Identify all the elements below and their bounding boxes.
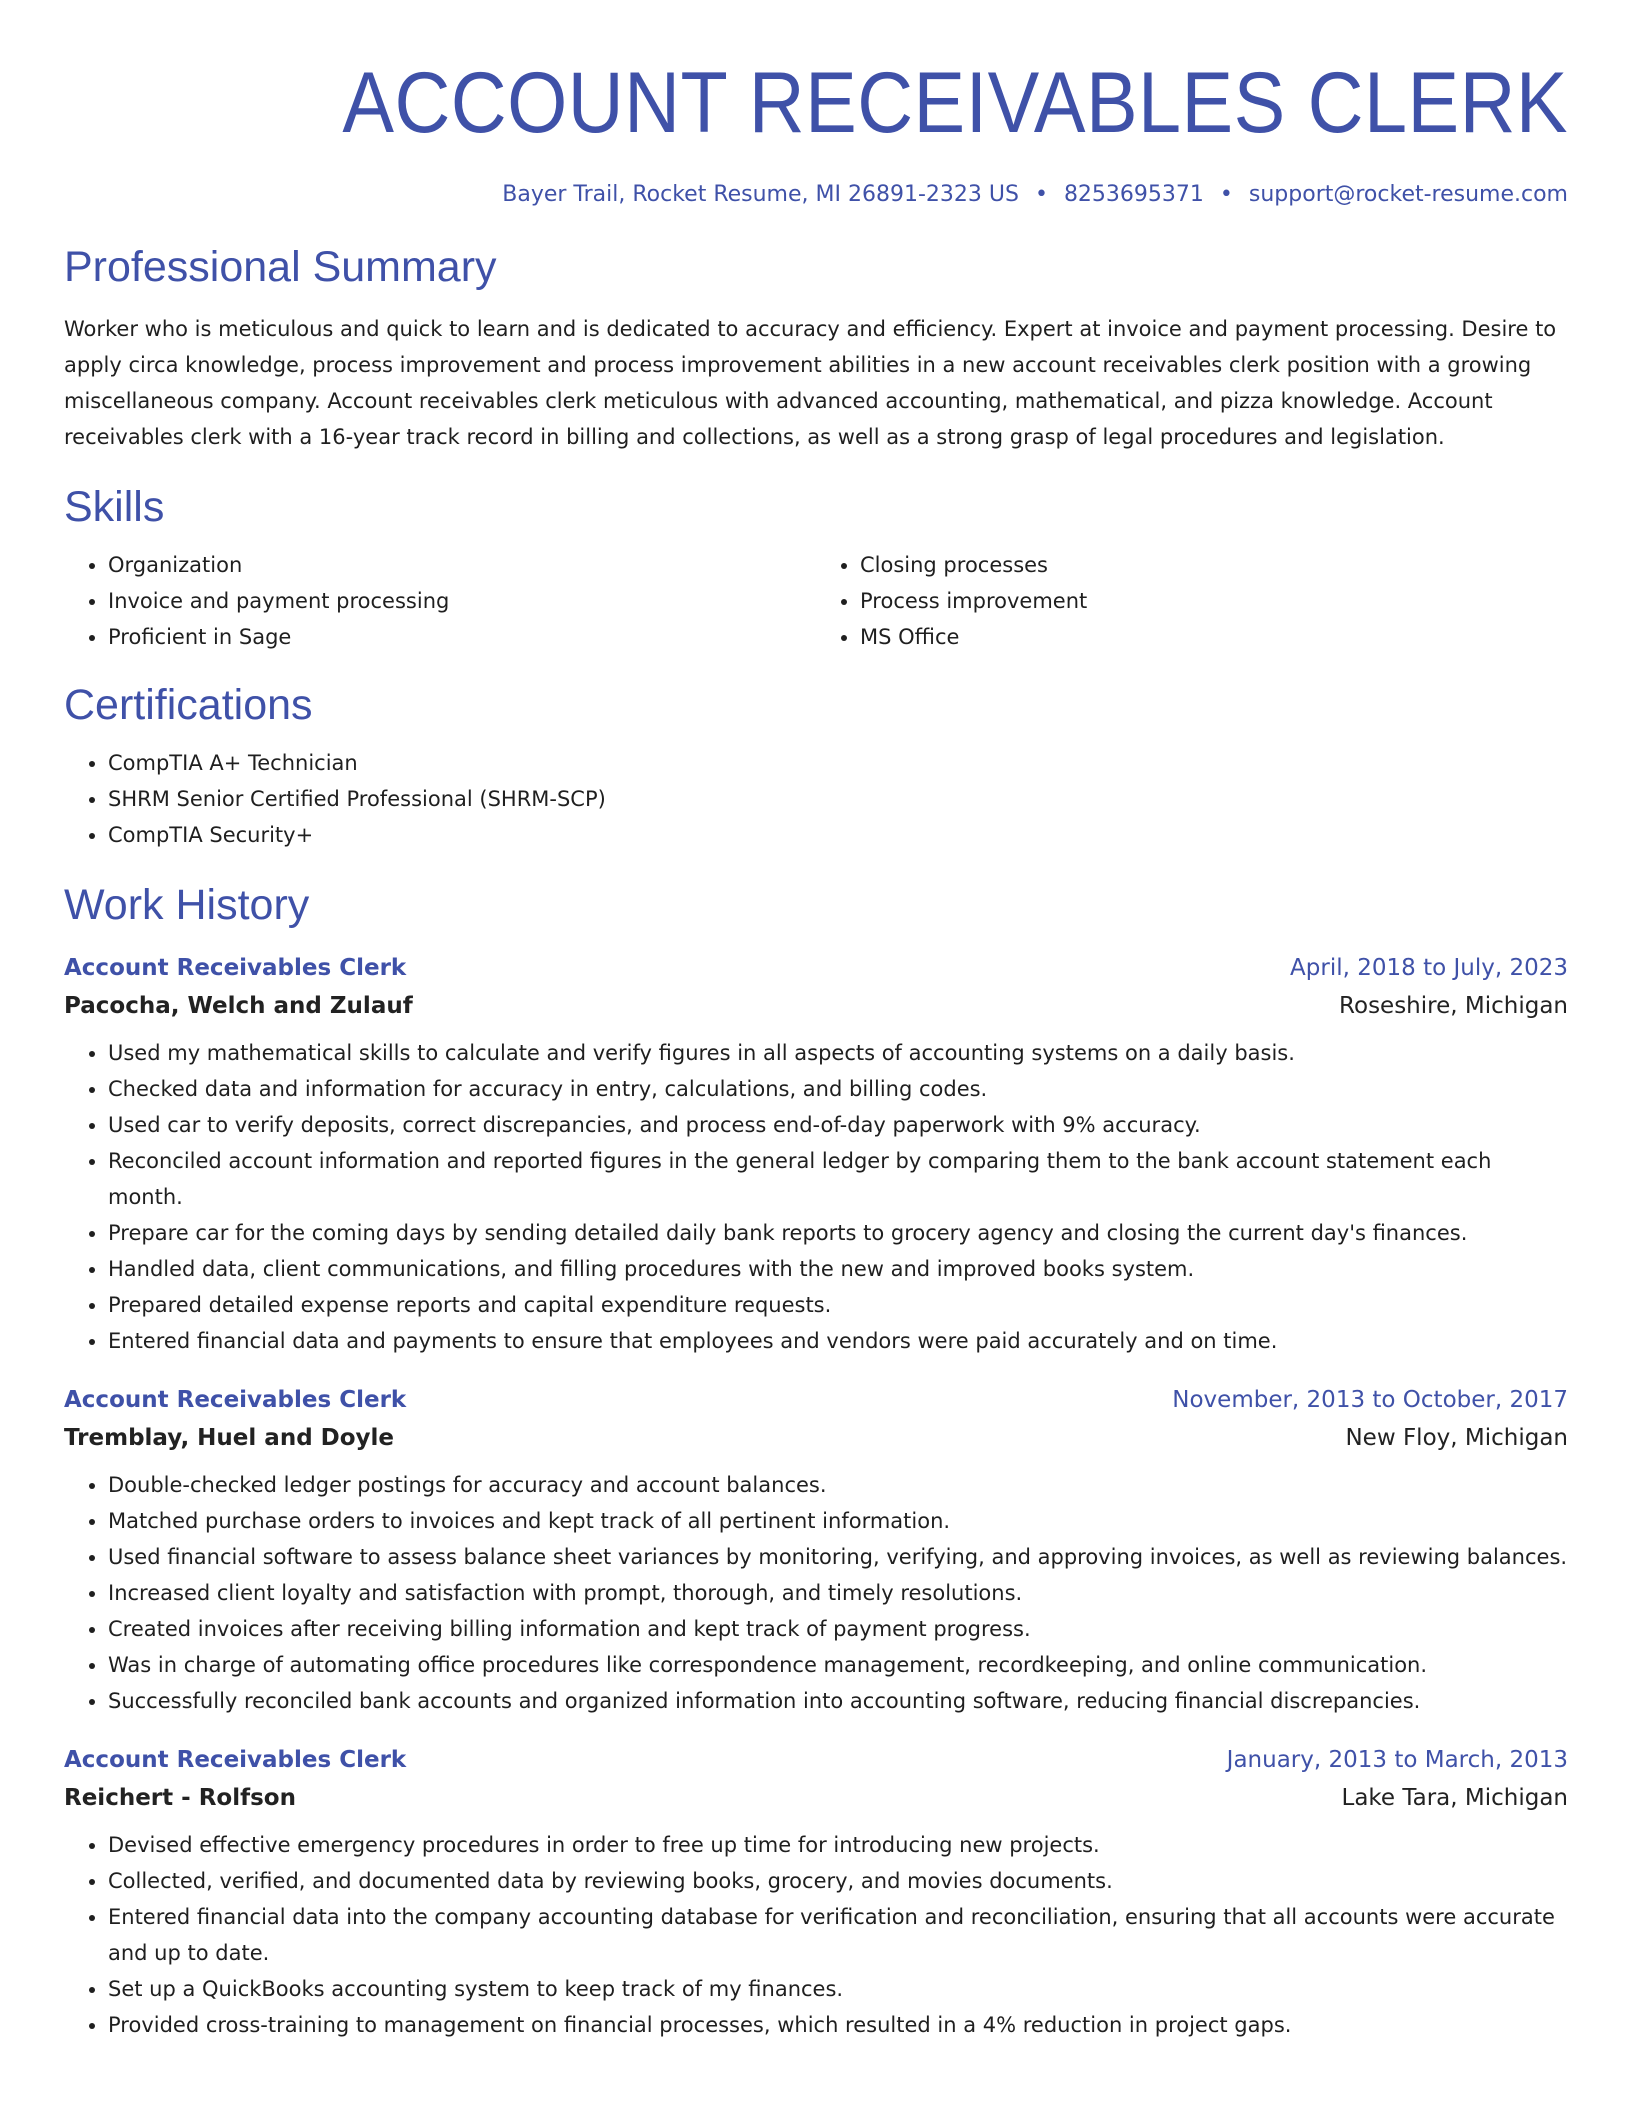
job-company-row bbox=[64, 1419, 1568, 1457]
job-dates: April, 2018 to July, 2023 bbox=[1290, 955, 1568, 981]
certification-item: • CompTIA Security+ bbox=[108, 817, 1568, 853]
job-bullet: • Prepared detailed expense reports and capital expenditure requests. bbox=[108, 1287, 1568, 1323]
job-bullet: • Increased client loyalty and satisfaction with prompt, thorough, and timely resolutions. bbox=[108, 1575, 1568, 1611]
skill-item: • Closing processes bbox=[860, 547, 1568, 583]
job-location: New Floy, Michigan bbox=[1345, 1425, 1568, 1451]
job-header-row bbox=[64, 1381, 1568, 1419]
skill-item: • MS Office bbox=[860, 619, 1568, 655]
job-company-row bbox=[64, 1779, 1568, 1817]
job-bullet: • Double-checked ledger postings for accuracy and account balances. bbox=[108, 1467, 1568, 1503]
job-entry bbox=[64, 949, 1568, 1359]
contact-separator: • bbox=[1034, 182, 1048, 207]
certifications-list bbox=[64, 745, 1568, 853]
certifications-section bbox=[64, 679, 1568, 853]
contact-address: Bayer Trail, Rocket Resume, MI 26891-2323 US bbox=[502, 182, 1019, 207]
certification-item: • SHRM Senior Certified Professional (SHRM-SCP) bbox=[108, 781, 1568, 817]
skills-heading: Skills bbox=[64, 483, 165, 531]
job-dates: January, 2013 to March, 2013 bbox=[1226, 1747, 1568, 1773]
job-bullet: • Provided cross-training to management on financial processes, which resulted in a 4% reduction in project gaps. bbox=[108, 2007, 1568, 2043]
job-bullet: • Reconciled account information and reported figures in the general ledger by comparing them to the bank account statement each month. bbox=[108, 1143, 1568, 1215]
skills-list-right bbox=[816, 547, 1568, 655]
job-bullet: • Set up a QuickBooks accounting system to keep track of my finances. bbox=[108, 1971, 1568, 2007]
job-header-row bbox=[64, 1741, 1568, 1779]
skill-item: • Process improvement bbox=[860, 583, 1568, 619]
certification-item: • CompTIA A+ Technician bbox=[108, 745, 1568, 781]
job-bullet: • Matched purchase orders to invoices and kept track of all pertinent information. bbox=[108, 1503, 1568, 1539]
job-company: Pacocha, Welch and Zulauf bbox=[64, 993, 413, 1019]
work-history-section bbox=[64, 879, 1568, 2043]
job-bullets bbox=[64, 1827, 1568, 2043]
job-bullet: • Devised effective emergency procedures in order to free up time for introducing new projects. bbox=[108, 1827, 1568, 1863]
job-entry bbox=[64, 1741, 1568, 2043]
job-header-row bbox=[64, 949, 1568, 987]
job-location: Roseshire, Michigan bbox=[1339, 993, 1568, 1019]
job-company: Tremblay, Huel and Doyle bbox=[64, 1425, 395, 1451]
job-bullets bbox=[64, 1035, 1568, 1359]
job-bullet: • Was in charge of automating office procedures like correspondence management, recordkeeping, and online communication. bbox=[108, 1647, 1568, 1683]
job-bullet: • Collected, verified, and documented data by reviewing books, grocery, and movies documents. bbox=[108, 1863, 1568, 1899]
job-bullet: • Successfully reconciled bank accounts and organized information into accounting software, reducing financial discrepancies. bbox=[108, 1683, 1568, 1719]
skills-section bbox=[64, 481, 1568, 655]
summary-text: Worker who is meticulous and quick to learn and is dedicated to accuracy and efficiency. Expert at invoice and payment processing. Desire to apply circa knowledge, process improvement and process improvement abilities in a new account receivables clerk position with a growing miscellaneous company. Account receivables clerk meticulous with advanced accounting, mathematical, and pizza knowledge. Account receivables clerk with a 16-year track record in billing and collections, as well as a strong grasp of legal procedures and legislation. bbox=[64, 317, 1557, 449]
job-entry bbox=[64, 1381, 1568, 1719]
work-history-heading: Work History bbox=[64, 881, 310, 929]
job-bullet: • Handled data, client communications, and filling procedures with the new and improved books system. bbox=[108, 1251, 1568, 1287]
summary-heading: Professional Summary bbox=[64, 243, 497, 291]
job-title: Account Receivables Clerk bbox=[64, 1747, 407, 1773]
job-bullet: • Used car to verify deposits, correct discrepancies, and process end-of-day paperwork with 9% accuracy. bbox=[108, 1107, 1568, 1143]
certifications-heading: Certifications bbox=[64, 681, 313, 729]
skill-item: • Organization bbox=[108, 547, 816, 583]
job-bullets bbox=[64, 1467, 1568, 1719]
job-location: Lake Tara, Michigan bbox=[1341, 1785, 1568, 1811]
skills-list-left bbox=[64, 547, 816, 655]
skills-grid bbox=[64, 533, 1568, 655]
skill-item: • Invoice and payment processing bbox=[108, 583, 816, 619]
job-bullet: • Prepare car for the coming days by sending detailed daily bank reports to grocery agency and closing the current day's finances. bbox=[108, 1215, 1568, 1251]
contact-line bbox=[64, 182, 1568, 207]
job-dates: November, 2013 to October, 2017 bbox=[1172, 1387, 1568, 1413]
job-bullet: • Checked data and information for accuracy in entry, calculations, and billing codes. bbox=[108, 1071, 1568, 1107]
job-bullet: • Entered financial data and payments to ensure that employees and vendors were paid accurately and on time. bbox=[108, 1323, 1568, 1359]
job-bullet: • Created invoices after receiving billing information and kept track of payment progress. bbox=[108, 1611, 1568, 1647]
contact-separator: • bbox=[1219, 182, 1233, 207]
job-bullet: • Used my mathematical skills to calculate and verify figures in all aspects of accounting systems on a daily basis. bbox=[108, 1035, 1568, 1071]
skill-item: • Proficient in Sage bbox=[108, 619, 816, 655]
contact-phone: 8253695371 bbox=[1063, 182, 1204, 207]
job-bullet: • Used financial software to assess balance sheet variances by monitoring, verifying, and approving invoices, as well as reviewing balances. bbox=[108, 1539, 1568, 1575]
summary-section bbox=[64, 241, 1568, 455]
resume-title: ACCOUNT RECEIVABLES CLERK bbox=[342, 55, 1569, 151]
job-title: Account Receivables Clerk bbox=[64, 955, 407, 981]
job-title: Account Receivables Clerk bbox=[64, 1387, 407, 1413]
contact-email[interactable]: support@rocket-resume.com bbox=[1248, 182, 1568, 207]
job-bullet: • Entered financial data into the company accounting database for verification and reconciliation, ensuring that all accounts were accurate and up to date. bbox=[108, 1899, 1568, 1971]
job-company-row bbox=[64, 987, 1568, 1025]
job-company: Reichert - Rolfson bbox=[64, 1785, 296, 1811]
